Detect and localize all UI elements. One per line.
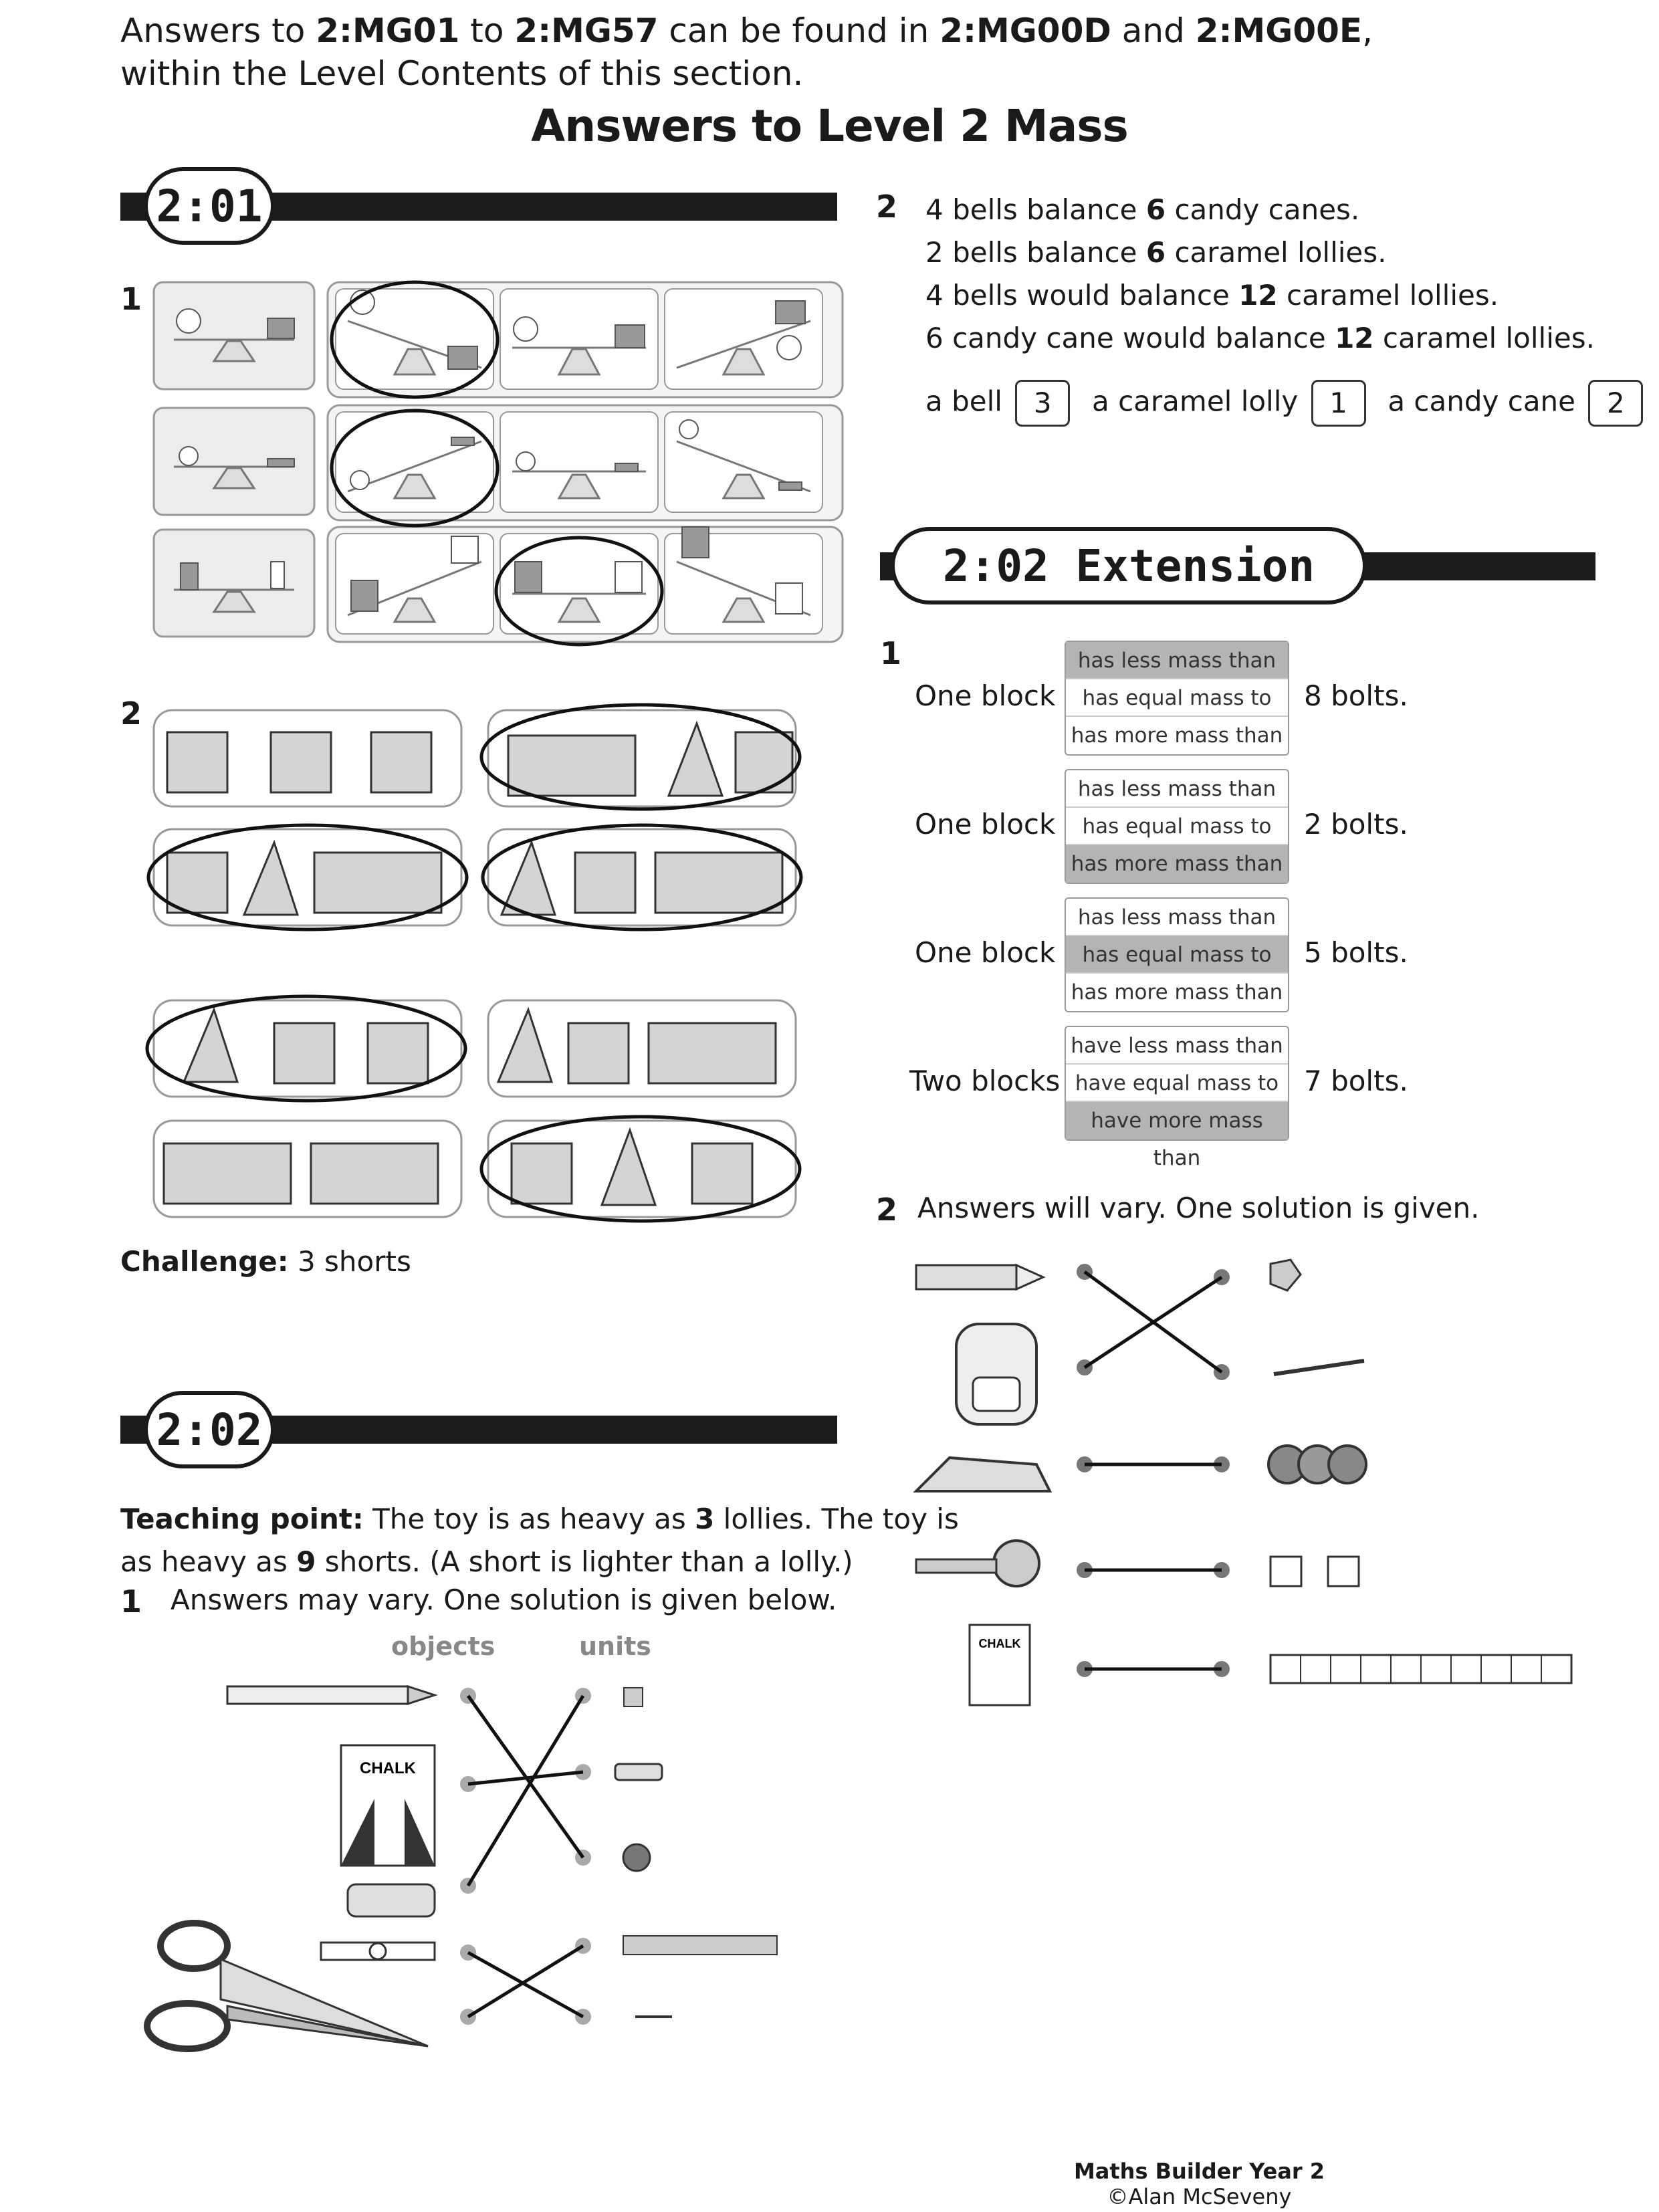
option: has equal mass to — [1066, 808, 1288, 845]
option: have equal mass to — [1066, 1065, 1288, 1102]
section-label-201: 2:01 — [144, 167, 275, 245]
option-stack — [1065, 897, 1289, 1012]
question-number: 2 — [876, 189, 898, 225]
chalk-label: CHALK — [360, 1759, 416, 1777]
section-label-202: 2:02 — [144, 1391, 275, 1468]
column-header-units: units — [579, 1632, 651, 1661]
row-object: 2 bolts. — [1304, 808, 1408, 841]
option: has less mass than — [1066, 899, 1288, 936]
balance-line: 2 bells balance 6 caramel lollies. — [925, 236, 1387, 269]
option: has more mass than — [1071, 980, 1283, 1004]
balance-line: 4 bells would balance 12 caramel lollies. — [925, 279, 1499, 312]
question-number: 1 — [880, 635, 902, 671]
section-label-extension: 2:02 Extension — [891, 527, 1367, 604]
chalk-label: CHALK — [978, 1637, 1021, 1650]
cane-value-box: 2 — [1588, 380, 1643, 427]
row-object: 5 bolts. — [1304, 936, 1408, 969]
balance-line: 4 bells balance 6 candy canes. — [925, 193, 1360, 226]
unit-values: a bell 3 a caramel lolly 1 a candy cane 2 — [925, 380, 1647, 427]
objects-units-matching — [147, 1672, 816, 2086]
option-stack — [1065, 769, 1289, 884]
option: has equal mass to — [1066, 679, 1288, 717]
page-title: Answers to Level 2 Mass — [531, 100, 1128, 152]
row-subject: One block — [915, 936, 1056, 969]
option: have less mass than — [1066, 1027, 1288, 1065]
option-stack — [1065, 1026, 1289, 1170]
balance-answers — [925, 189, 1595, 360]
row-object: 8 bolts. — [1304, 679, 1408, 712]
intro-text: Answers to 2:MG01 to 2:MG57 can be found in 2:MG00D and 2:MG00E, within the Level Contents of this section. — [120, 11, 1373, 93]
question-number: 2 — [120, 695, 142, 732]
option: has less mass than — [1066, 642, 1288, 679]
extension-matching — [909, 1250, 1598, 1719]
question-text: Answers may vary. One solution is given below. — [171, 1583, 837, 1616]
seesaw-grid — [147, 274, 843, 649]
option: has more mass than — [1066, 845, 1288, 883]
option-stack — [1065, 641, 1289, 756]
column-header-objects: objects — [391, 1632, 495, 1661]
question-number: 2 — [876, 1192, 898, 1228]
shapes-grid — [147, 702, 816, 1224]
lolly-value-box: 1 — [1311, 380, 1366, 427]
bell-value-box: 3 — [1015, 380, 1070, 427]
challenge-answer: Challenge: 3 shorts — [120, 1245, 411, 1278]
question-text: Answers will vary. One solution is given. — [917, 1192, 1480, 1224]
question-number: 1 — [120, 281, 142, 317]
option: has equal mass to — [1066, 936, 1288, 974]
balance-line: 6 candy cane would balance 12 caramel lollies. — [925, 322, 1595, 354]
row-subject: One block — [915, 679, 1056, 712]
row-subject: Two blocks — [909, 1065, 1061, 1097]
footer: Maths Builder Year 2 ©Alan McSeveny — [1073, 2159, 1325, 2209]
option: have more mass than — [1066, 1102, 1288, 1139]
question-number: 1 — [120, 1583, 142, 1620]
option: has less mass than — [1066, 770, 1288, 808]
option: has more mass than — [1071, 724, 1283, 748]
teaching-point: Teaching point: The toy is as heavy as 3 lollies. The toy is as heavy as 9 shorts. (A short is lighter than a lolly.) — [120, 1503, 959, 1578]
row-object: 7 bolts. — [1304, 1065, 1408, 1097]
row-subject: One block — [915, 808, 1056, 841]
